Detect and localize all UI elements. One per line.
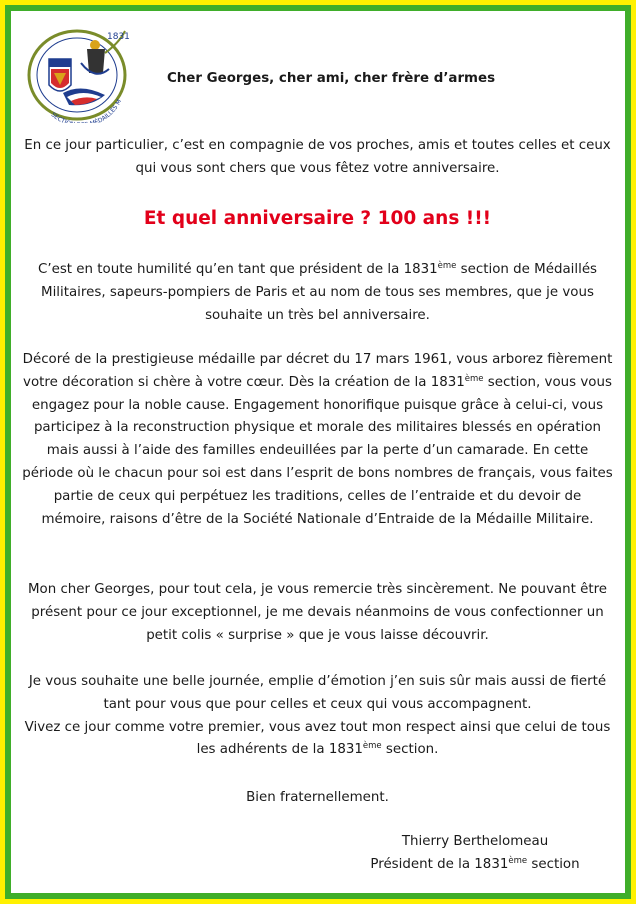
- logo-ring-text: SECTI ÉDAILLÉS M: [49, 98, 124, 123]
- section-emblem-logo: [21, 23, 137, 123]
- signature-title-b: section: [527, 856, 580, 872]
- p4-text-b: Vivez ce jour comme votre premier, vous avez tout mon respect ainsi que celui de tous les adhérents de la 1831: [24, 719, 611, 758]
- signature-ordinal: ème: [508, 855, 528, 866]
- paragraph-president: [21, 259, 614, 327]
- intro-paragraph: En ce jour particulier, c’est en compagnie de vos proches, amis et toutes celles et ceux qui vous sont chers que vous fêtez votre anniversaire.: [24, 138, 611, 176]
- paragraph-decoration: [21, 349, 614, 531]
- paragraph-thanks: Mon cher Georges, pour tout cela, je vous remercie très sincèrement. Ne pouvant être présent pour ce jour exceptionnel, je me devais néanmoins de vous confectionner un petit colis « surprise » que je vous laisse découvrir.: [27, 582, 608, 643]
- headline-100-ans: Et quel anniversaire ? 100 ans !!!: [143, 208, 492, 229]
- signature-title-a: Président de la 1831: [370, 856, 509, 872]
- p1-text-b: section de Médaillés Militaires, sapeurs-pompiers de Paris et au nom de tous ses membres, que je vous souhaite un très bel anniversaire.: [41, 262, 598, 323]
- p4-ordinal: ème: [362, 741, 382, 752]
- p1-ordinal: ème: [437, 261, 457, 271]
- p1-text-a: C’est en toute humilité qu’en tant que président de la 1831: [37, 262, 438, 277]
- signature-name: Thierry Berthelomeau: [401, 834, 549, 849]
- p4-text-c: section.: [381, 742, 439, 758]
- p2-text-b: section, vous vous engagez pour la noble cause. Engagement honorifique puisque grâce à celui-ci, vous participez à la reconstruction physique et morale des militaires blessés en opération mais aussi à l’aide des familles endeuillées par la perte d’un camarade. En cette période où le chacun pour soi est dans l’esprit de bons nombres de français, vous faites partie de ceux qui perpétuez les traditions, celles de l’entraide et du devoir de mémoire, raisons d’être de la Société Nationale d’Entraide de la Médaille Militaire.: [22, 374, 613, 527]
- green-border: [5, 5, 631, 899]
- letter-sheet: [11, 11, 625, 893]
- logo-top-text: 1831: [107, 32, 130, 42]
- signature-title: [345, 854, 605, 877]
- p2-ordinal: ème: [464, 373, 484, 384]
- p4-text-a: Je vous souhaite une belle journée, emplie d’émotion j’en suis sûr mais aussi de fierté tant pour vous que pour celles et ceux qui vous accompagnent.: [28, 674, 607, 712]
- closing-line: Bien fraternellement.: [246, 790, 389, 805]
- greeting-line: Cher Georges, cher ami, cher frère d’armes: [166, 71, 496, 86]
- p2-text-a: Décoré de la prestigieuse médaille par décret du 17 mars 1961, vous arborez fièrement votre décoration si chère à votre cœur. Dès la création de la 1831: [22, 352, 613, 390]
- paragraph-wishes: [21, 671, 614, 762]
- signature-block: [345, 831, 605, 877]
